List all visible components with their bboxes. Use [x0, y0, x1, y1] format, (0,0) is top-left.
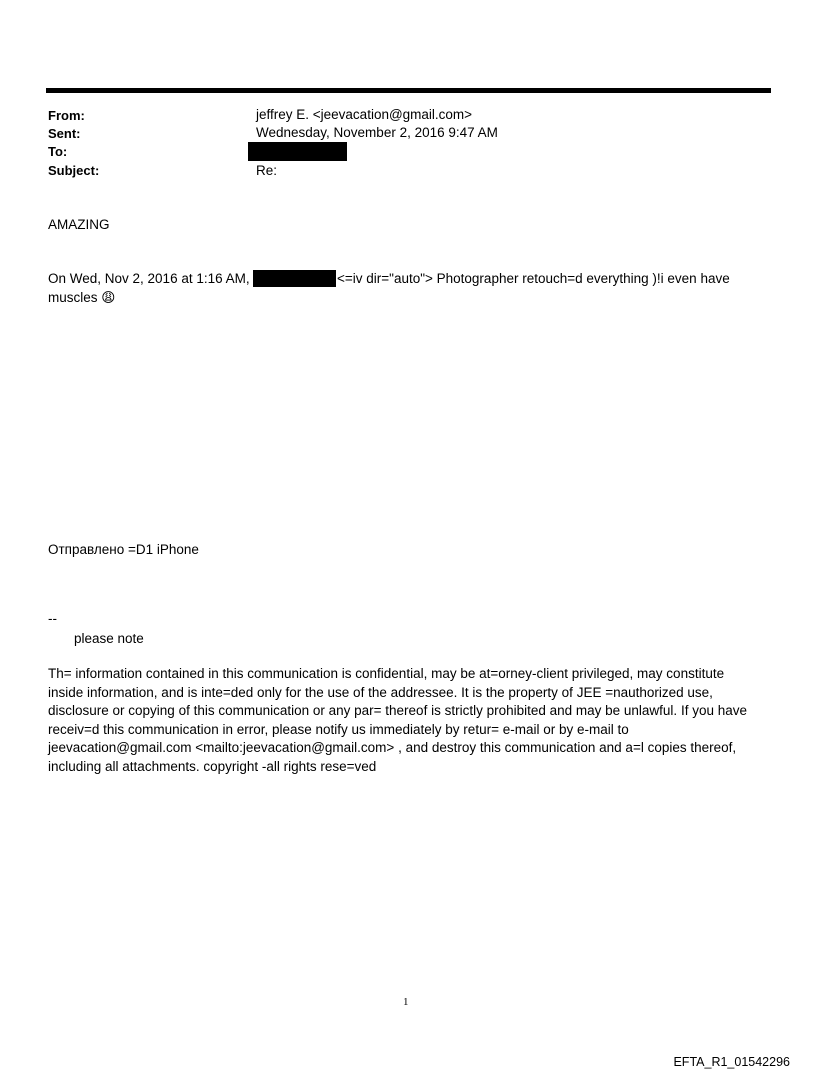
from-label: From:	[48, 108, 85, 123]
separator-text: --	[48, 611, 57, 626]
quote-line-2: muscles 😩	[48, 290, 116, 305]
header-rule	[46, 88, 771, 93]
sent-label: Sent:	[48, 126, 81, 141]
reply-text: AMAZING	[48, 217, 110, 232]
document-id: EFTA_R1_01542296	[673, 1055, 790, 1069]
quote-text: <=iv dir="auto"> Photographer retouch=d everything )!i even have	[337, 271, 730, 286]
sender-redaction	[253, 270, 336, 287]
to-label: To:	[48, 144, 68, 159]
please-note-text: please note	[74, 631, 144, 646]
from-value: jeffrey E. <jeevacation@gmail.com>	[256, 107, 473, 122]
sent-value: Wednesday, November 2, 2016 9:47 AM	[256, 125, 498, 140]
page-number: 1	[403, 996, 409, 1008]
subject-value: Re:	[256, 163, 278, 178]
quote-intro: On Wed, Nov 2, 2016 at 1:16 AM,	[48, 271, 250, 286]
subject-label: Subject:	[48, 163, 100, 178]
signature-text: Отправлено =D1 iPhone	[48, 542, 199, 557]
disclaimer-text: Th= information contained in this communication is confidential, may be at=orney-client privileged, may constitute inside information, and is inte=ded only for the use of the addressee. It is the property of JEE =nauthorized use, disclosure or copying of this communication or any par= thereof is strictly prohibited and may be unlawful. If you have receiv=d this communication in error, please notify us immediately by retur= e-mail or by e-mail to jeevacation@gmail.com <mailto:jeevacation@gmail.com> , and destroy this communication and a=l copies thereof, including all attachments. copyright -all rights rese=ved	[48, 666, 747, 774]
to-redaction	[248, 142, 347, 161]
